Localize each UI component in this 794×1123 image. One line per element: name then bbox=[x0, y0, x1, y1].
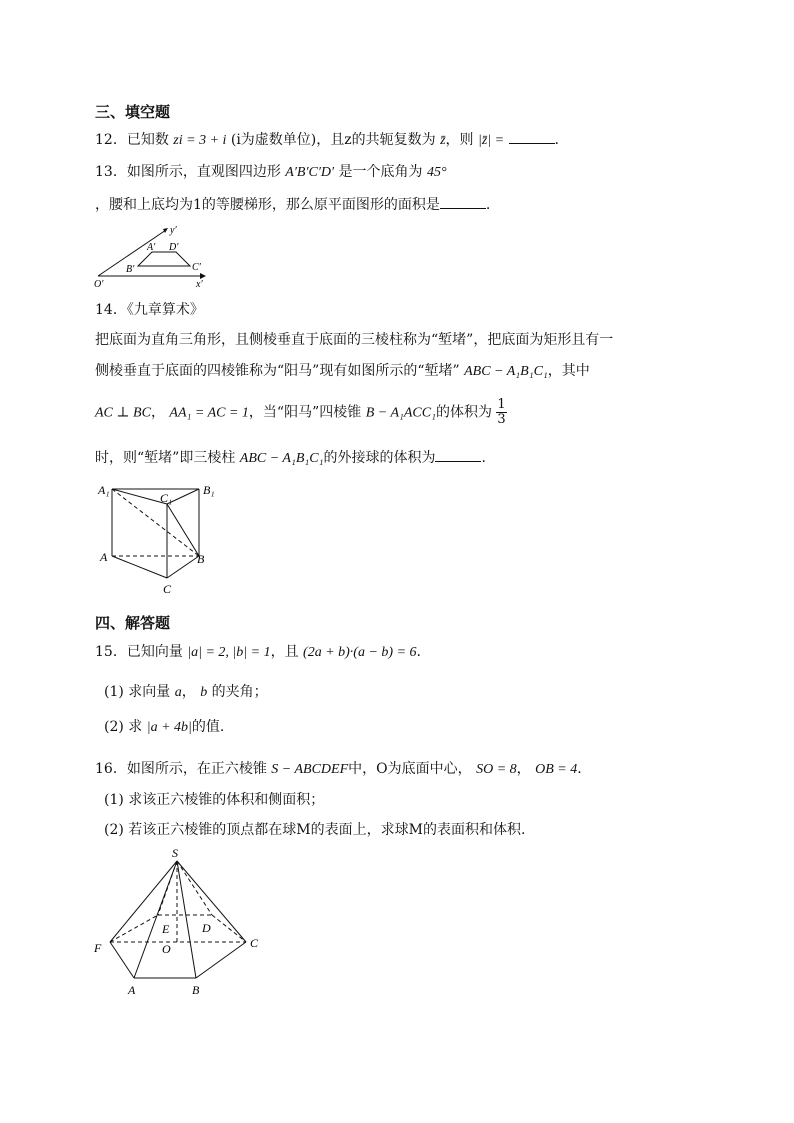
question-text: ，且 bbox=[270, 644, 299, 660]
question-text: ，则 bbox=[445, 132, 474, 148]
question-text: 是一个底角为 bbox=[338, 164, 423, 180]
question-text: 已知数 bbox=[126, 132, 169, 148]
vertex-label-d: D′ bbox=[169, 242, 179, 253]
period: . bbox=[481, 450, 486, 466]
vertex-label-c: C′ bbox=[192, 262, 201, 273]
question-text: 侧棱垂直于底面的四棱锥称为“阳马”现有如图所示的“堑堵” bbox=[95, 363, 460, 379]
question-number: 14． bbox=[95, 302, 127, 318]
axis-label-y: y′ bbox=[170, 225, 177, 236]
math-expression: OB = 4 bbox=[535, 762, 578, 777]
question-text: ，当“阳马”四棱锥 bbox=[248, 404, 362, 421]
question-number: 13． bbox=[95, 164, 127, 180]
book-title: 《九章算术》 bbox=[126, 302, 204, 318]
vertex-label-b: B′ bbox=[126, 264, 135, 275]
answer-blank[interactable] bbox=[435, 449, 481, 462]
question-text: 的值. bbox=[191, 719, 225, 735]
vertex-label-b1: B₁ bbox=[203, 483, 215, 497]
math-expression: z̄ bbox=[440, 133, 446, 148]
math-expression: ABC − A₁B₁C₁ bbox=[239, 451, 324, 466]
question-14-line-3 bbox=[95, 398, 507, 427]
vertex-label-e: E bbox=[162, 922, 170, 936]
question-16-part-1: (1) 求该正六棱锥的体积和侧面积； bbox=[104, 792, 325, 808]
math-expression: S − ABCDEF bbox=[271, 762, 349, 777]
question-15-part-2 bbox=[104, 716, 224, 736]
vertex-label-s: S bbox=[172, 846, 178, 860]
answer-blank[interactable] bbox=[440, 196, 486, 209]
question-13-line-2 bbox=[95, 194, 490, 214]
question-16 bbox=[95, 758, 582, 778]
section-title-answer: 四、解答题 bbox=[95, 614, 171, 632]
fraction bbox=[496, 398, 506, 427]
question-text: 中，O为底面中心， bbox=[348, 761, 472, 777]
math-expression: AC ⊥ BC bbox=[95, 405, 151, 421]
trapezoid-figure bbox=[92, 224, 212, 290]
period: . bbox=[416, 644, 421, 660]
math-expression: |a + 4b| bbox=[146, 720, 192, 735]
math-expression: 45° bbox=[427, 165, 447, 180]
math-expression: ABC − A₁B₁C₁ bbox=[464, 364, 548, 379]
vertex-label-a1: A₁ bbox=[98, 483, 110, 497]
vertex-label-c1: C₁ bbox=[160, 491, 173, 505]
math-expression: B − A₁ACC₁ bbox=[365, 405, 436, 421]
question-16-part-2: (2) 若该正六棱锥的顶点都在球M的表面上，求球M的表面积和体积. bbox=[104, 822, 526, 838]
question-13-line-1 bbox=[95, 161, 447, 181]
question-text: ，腰和上底均为1的等腰梯形，那么原平面图形的面积是 bbox=[95, 197, 440, 213]
question-text: (1) 求向量 bbox=[104, 684, 171, 700]
question-text: 的外接球的体积为 bbox=[323, 450, 436, 466]
question-text: (2) 求 bbox=[104, 719, 143, 735]
separator: ， bbox=[181, 684, 196, 700]
vertex-label-b: B bbox=[197, 552, 205, 566]
question-15 bbox=[95, 641, 421, 661]
question-text: 的夹角； bbox=[211, 684, 268, 700]
vector-a: a bbox=[174, 685, 182, 700]
math-expression: SO = 8 bbox=[476, 762, 517, 777]
answer-blank[interactable] bbox=[509, 131, 555, 144]
question-text: 已知向量 bbox=[126, 644, 183, 660]
vertex-label-a: A′ bbox=[147, 242, 156, 253]
math-expression: zi = 3 + i bbox=[173, 133, 227, 148]
question-text: 如图所示，直观图四边形 bbox=[126, 164, 281, 180]
question-number: 16． bbox=[95, 761, 127, 777]
period: . bbox=[577, 761, 582, 777]
fraction-denominator: 3 bbox=[497, 412, 506, 427]
period: . bbox=[554, 132, 559, 148]
question-number: 15． bbox=[95, 644, 127, 660]
math-expression: |z̄| = bbox=[478, 133, 505, 148]
math-expression: (2a + b)·(a − b) = 6 bbox=[303, 645, 417, 660]
separator: ， bbox=[516, 761, 531, 777]
vertex-label-b: B bbox=[192, 983, 200, 997]
vertex-label-d: D bbox=[202, 921, 211, 935]
math-expression: A′B′C′D′ bbox=[285, 165, 335, 180]
fraction-numerator: 1 bbox=[497, 397, 506, 412]
hexagonal-pyramid-figure bbox=[88, 845, 278, 1000]
section-title-fill-blank: 三、填空题 bbox=[95, 103, 171, 121]
period: . bbox=[485, 197, 491, 213]
question-text: ，其中 bbox=[547, 363, 590, 379]
question-text: 时，则“堑堵”即三棱柱 bbox=[95, 450, 236, 466]
question-12 bbox=[95, 129, 559, 149]
vertex-label-c: C bbox=[163, 582, 172, 596]
math-expression: AA₁ = AC = 1 bbox=[169, 405, 249, 421]
vertex-label-a: A bbox=[100, 550, 108, 564]
question-text: 的体积为 bbox=[435, 404, 492, 421]
prism-figure bbox=[94, 477, 224, 599]
question-14-line-2 bbox=[95, 360, 590, 380]
math-expression: |a| = 2, |b| = 1 bbox=[187, 645, 271, 660]
question-14-line-4 bbox=[95, 447, 486, 467]
question-14-title bbox=[95, 299, 204, 319]
question-15-part-1 bbox=[104, 681, 268, 701]
vector-b: b bbox=[200, 685, 208, 700]
question-14-line-1: 把底面为直角三角形，且侧棱垂直于底面的三棱柱称为“堑堵”，把底面为矩形且有一 bbox=[95, 332, 614, 348]
origin-label: O′ bbox=[94, 279, 104, 290]
center-label-o: O bbox=[162, 942, 171, 956]
question-text: 如图所示，在正六棱锥 bbox=[126, 761, 267, 777]
separator: ， bbox=[150, 404, 165, 421]
vertex-label-f: F bbox=[94, 941, 102, 955]
axis-label-x: x′ bbox=[196, 279, 203, 290]
question-text: (i为虚数单位)，且z的共轭复数为 bbox=[230, 132, 436, 148]
vertex-label-c: C bbox=[250, 936, 259, 950]
question-number: 12． bbox=[95, 132, 127, 148]
vertex-label-a: A bbox=[128, 983, 136, 997]
